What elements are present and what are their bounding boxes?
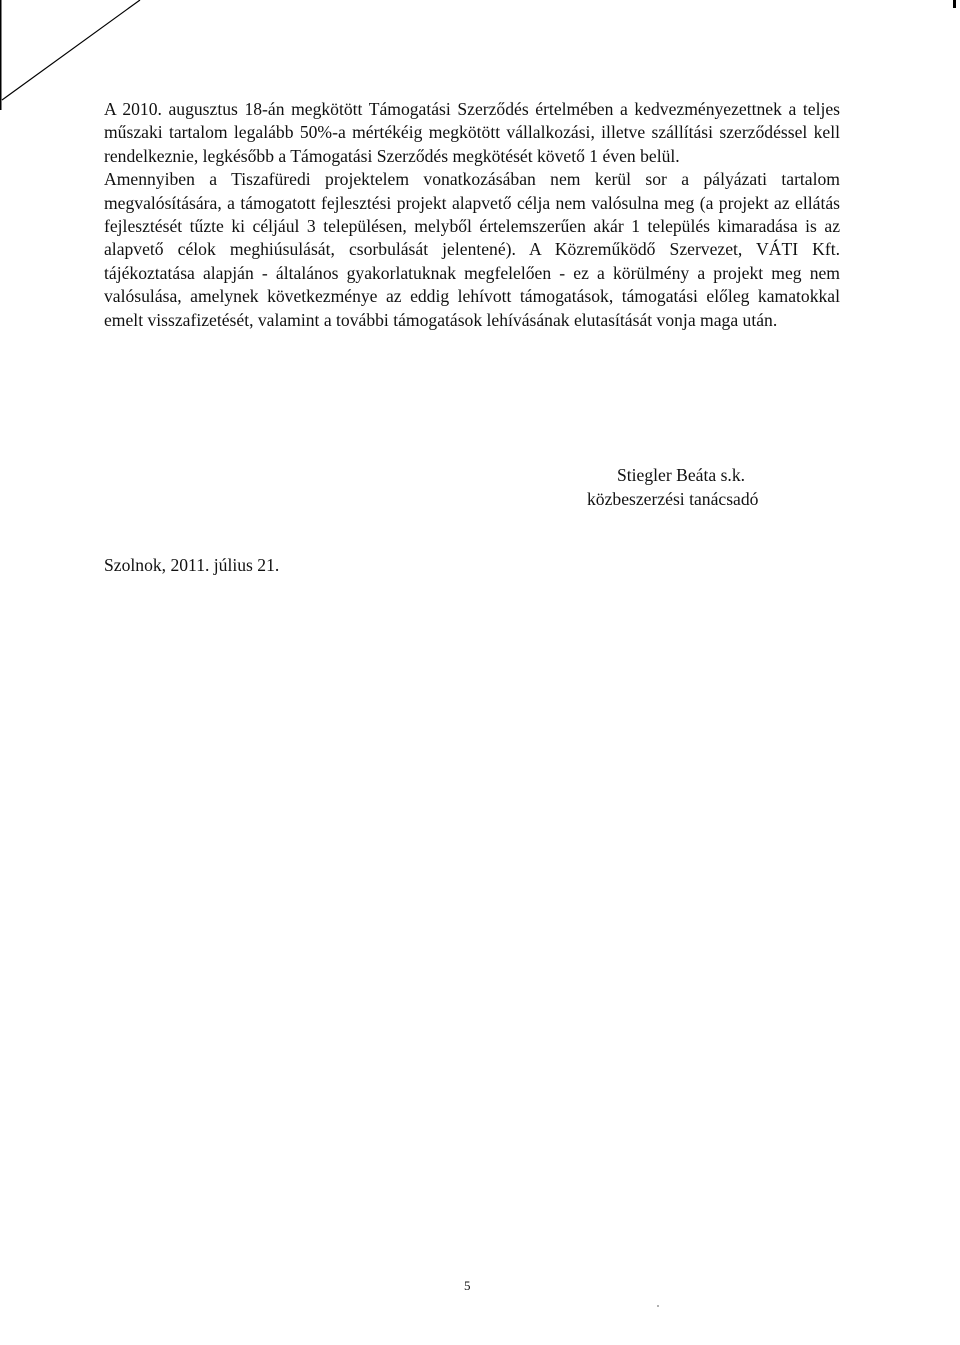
scan-edge-mark xyxy=(953,0,956,8)
paragraph-project-consequences: Amennyiben a Tiszafüredi projektelem vonatkozásában nem kerül sor a pályázati tartalom megvalósítására, a támogatott fejlesztési projekt alapvető célja nem valósulna meg (a projekt az ellátás fejlesztését tűzte ki céljául 3 településen, melyből értelemszerűen akár 1 település kimaradása is az alapvető célok meghiúsulását, csorbulását jelentené). A Közreműködő Szervezet, VÁTI Kft. tájékoztatása alapján - általános gyakorlatuknak megfelelően - ez a körülmény a projekt meg nem valósulása, amelynek következménye az eddig lehívott támogatások, támogatási előleg kamatokkal emelt visszafizetését, valamint a további támogatások lehívásának elutasítását vonja maga után. xyxy=(104,169,840,330)
document-body xyxy=(104,98,840,332)
signatory-title: közbeszerzési tanácsadó xyxy=(587,489,759,509)
scan-speck xyxy=(657,1305,659,1307)
paragraph-contract-terms: A 2010. augusztus 18-án megkötött Támogatási Szerződés értelmében a kedvezményezettnek a teljes műszaki tartalom legalább 50%-a mértékéig megkötött vállalkozási, illetve szállítási szerződéssel kell rendelkeznie, legkésőbb a Támogatási Szerződés megkötését követő 1 éven belül. xyxy=(104,99,840,166)
signatory-name: Stiegler Beáta s.k. xyxy=(617,465,746,485)
scan-corner-fold-mark xyxy=(0,0,150,110)
place-and-date: Szolnok, 2011. július 21. xyxy=(104,555,280,575)
signature-block xyxy=(587,463,758,511)
page-number: 5 xyxy=(464,1278,471,1293)
